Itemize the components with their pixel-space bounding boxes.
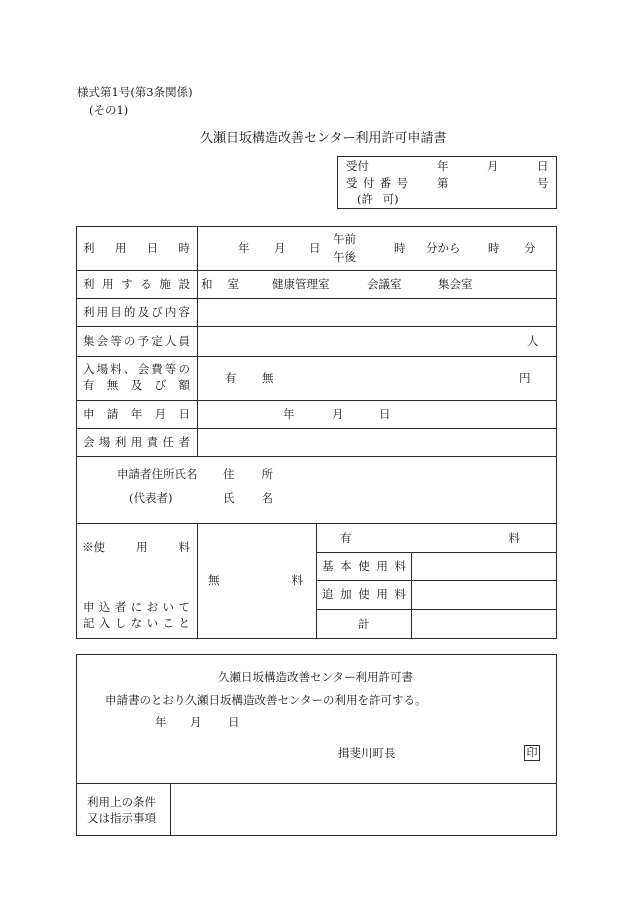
purpose-label: 利 用 目 的 及 び 内 容 (83, 305, 190, 319)
reception-received-label: 受付 (346, 159, 369, 173)
application-year-label: 年 (283, 407, 295, 421)
usage-minute-from-label: 分から (426, 241, 461, 255)
applicant-address-label: 住 所 (223, 467, 273, 481)
table-rule (76, 428, 556, 429)
usage-fee-note-line2: 記 入 し な い こ と (83, 616, 190, 630)
reception-month-label: 月 (487, 159, 499, 173)
table-rule (316, 609, 556, 610)
permit-issuer: 揖斐川町長 (338, 746, 396, 760)
usage-month-label: 月 (274, 241, 286, 255)
table-rule (76, 400, 556, 401)
reception-go-label: 号 (537, 176, 549, 190)
usage-hour-from-label: 時 (394, 241, 406, 255)
usage-fee-label: ※使 用 料 (82, 540, 190, 554)
applicant-representative-label: (代表者) (129, 491, 173, 505)
reception-year-label: 年 (437, 159, 449, 173)
facility-option-meeting-room: 会議室 (367, 277, 402, 291)
applicant-name-label: 氏 名 (223, 491, 273, 505)
conditions-label-line1: 利用上の条件 (87, 795, 156, 809)
table-rule (76, 270, 556, 271)
reception-number-label: 受 付 番 号 (346, 176, 408, 190)
table-rule (316, 552, 556, 553)
usage-year-label: 年 (238, 241, 250, 255)
usage-datetime-label: 利 用 日 時 (83, 241, 190, 255)
usage-am-label: 午前 (333, 232, 356, 246)
form-number: 様式第1号(第3条関係) (77, 85, 193, 99)
fee-no-option: 無 (262, 371, 274, 385)
facility-option-assembly-hall: 集会室 (438, 277, 473, 291)
table-rule (76, 356, 556, 357)
table-rule (197, 226, 198, 456)
permit-month-label: 月 (190, 715, 202, 729)
application-month-label: 月 (332, 407, 344, 421)
manager-label: 会 場 利 用 責 任 者 (83, 435, 190, 449)
fee-yes-option: 有 (225, 371, 237, 385)
table-rule (76, 783, 556, 784)
usage-pm-label: 午後 (333, 250, 356, 264)
usage-fee-paid: 有 料 (340, 531, 520, 545)
permit-year-label: 年 (155, 715, 167, 729)
attendees-unit: 人 (527, 334, 539, 348)
reception-day-label: 日 (537, 159, 549, 173)
table-rule (316, 580, 556, 581)
table-rule (197, 523, 198, 638)
form-sub-number: (その1) (89, 103, 129, 117)
permit-statement: 申請書のとおり久瀬日坂構造改善センターの利用を許可する。 (105, 693, 427, 707)
conditions-label-line2: 又は指示事項 (87, 811, 156, 825)
application-day-label: 日 (379, 407, 391, 421)
facility-label: 利 用 す る 施 設 (83, 277, 190, 291)
usage-fee-basic-label: 基 本 使 用 料 (322, 559, 406, 573)
reception-dai-label: 第 (437, 176, 449, 190)
usage-fee-note-line1: 申 込 者 に お い て (83, 600, 190, 614)
table-rule (411, 552, 412, 638)
permit-title: 久瀬日坂構造改善センター利用許可書 (218, 670, 414, 684)
permit-day-label: 日 (228, 715, 240, 729)
reception-permit-label: (許 可) (357, 192, 399, 206)
applicant-label: 申請者住所氏名 (117, 467, 198, 481)
fee-unit: 円 (519, 371, 531, 385)
table-rule (76, 326, 556, 327)
fee-label-line2: 有 無 及 び 額 (83, 378, 190, 392)
table-rule (76, 298, 556, 299)
facility-option-washitsu: 和 室 (201, 277, 239, 291)
table-rule (170, 783, 171, 835)
attendees-label: 集 会 等 の 予 定 人 員 (83, 334, 190, 348)
application-date-label: 申 請 年 月 日 (83, 407, 190, 421)
fee-label-line1: 入 場 料 、 会 費 等 の (83, 362, 190, 376)
facility-option-health-room: 健康管理室 (272, 277, 330, 291)
usage-fee-total-label: 計 (358, 617, 370, 631)
table-rule (76, 456, 556, 457)
usage-minute-to-label: 分 (524, 241, 536, 255)
usage-fee-free: 無 料 (208, 573, 303, 587)
usage-hour-to-label: 時 (488, 241, 500, 255)
usage-fee-additional-label: 追 加 使 用 料 (322, 587, 406, 601)
seal-stamp-icon: 印 (524, 745, 540, 761)
usage-day-label: 日 (309, 241, 321, 255)
form-title: 久瀬日坂構造改善センター利用許可申請書 (200, 131, 447, 146)
